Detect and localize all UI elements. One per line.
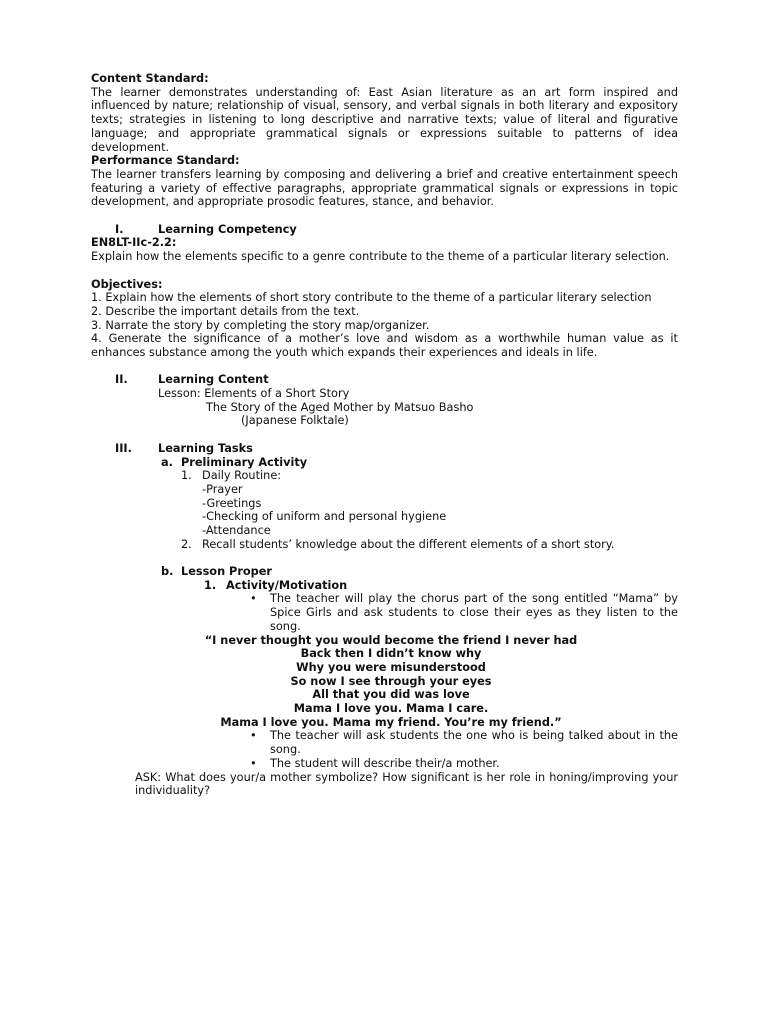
bullet-icon: • (250, 756, 257, 770)
content-standard-text: The learner demonstrates understanding of: East Asian literature as an art form inspired and influenced by nature; relationship of visual, sensory, and verbal signals in both literary and expository texts; strategies in listening to long descriptive and narrative texts; value of literal and figurative language; and appropriate grammatical signals or expressions suitable to patterns of idea development. (91, 85, 678, 154)
lyric-line: All that you did was love (312, 688, 470, 702)
ask-question: ASK: What does your/a mother symbolize? How significant is her role in honing/improving your individuality? (135, 770, 678, 798)
preliminary-activity-heading (91, 456, 678, 470)
competency-code: EN8LT-IIc-2.2: (91, 236, 177, 250)
lyric-line: “I never thought you would become the friend I never had (204, 633, 578, 647)
objective-item-3: 3. Narrate the story by completing the story map/organizer. (91, 318, 430, 332)
preliminary-activity-title: Preliminary Activity (181, 455, 308, 469)
bullet-item (91, 757, 678, 771)
section-3-heading (91, 442, 678, 456)
objective-item-1: 1. Explain how the elements of short story contribute to the theme of a particular literary selection (91, 291, 652, 305)
recall-text: Recall students’ knowledge about the different elements of a short story. (202, 537, 615, 551)
bullet-icon: • (250, 592, 257, 606)
lesson-plan-page (91, 72, 678, 798)
bullet-icon: • (250, 729, 257, 743)
section-3-numeral: III. (115, 441, 132, 455)
activity-title: Activity/Motivation (226, 578, 348, 592)
preliminary-activity-label: a. (161, 455, 173, 469)
recall-item (91, 538, 678, 552)
objective-item-4: 4. Generate the significance of a mother’s love and wisdom as a worthwhile human value as it enhances substance among the youth which expands their experiences and ideals in life. (91, 332, 678, 360)
lesson-proper-heading (91, 565, 678, 579)
routine-prayer: -Prayer (202, 482, 243, 496)
bullet-text-ask-students: The teacher will ask students the one who is being talked about in the song. (270, 729, 678, 757)
daily-routine-item (91, 469, 678, 483)
song-lyrics (91, 634, 691, 730)
lyric-line: Why you were misunderstood (296, 660, 486, 674)
lesson-proper-label: b. (161, 565, 174, 579)
story-title: The Story of the Aged Mother by Matsuo Basho (206, 400, 474, 414)
section-2-numeral: II. (115, 373, 128, 387)
section-2-title: Learning Content (158, 373, 269, 387)
section-3-title: Learning Tasks (158, 441, 253, 455)
lesson-title: Lesson: Elements of a Short Story (158, 387, 350, 401)
activity-motivation-heading (91, 579, 678, 593)
lyric-line: So now I see through your eyes (290, 674, 492, 688)
section-1-heading (91, 223, 678, 237)
bullet-item (91, 592, 678, 633)
lyric-line: Mama I love you. Mama I care. (293, 702, 489, 716)
bullet-item (91, 729, 678, 756)
performance-standard-text: The learner transfers learning by composing and delivering a brief and creative entertainment speech featuring a variety of effective paragraphs, appropriate grammatical signals or expressions in topic development, and appropriate prosodic features, stance, and behavior. (91, 167, 678, 209)
lesson-proper-title: Lesson Proper (181, 565, 272, 579)
recall-number: 2. (181, 537, 192, 551)
section-1-numeral: I. (115, 222, 124, 236)
content-standard-heading: Content Standard: (91, 72, 209, 85)
lyric-line: Mama I love you. Mama my friend. You’re my friend.” (220, 715, 562, 729)
story-origin: (Japanese Folktale) (241, 414, 349, 428)
lyric-line: Back then I didn’t know why (300, 647, 482, 661)
competency-text: Explain how the elements specific to a genre contribute to the theme of a particular literary selection. (91, 250, 670, 264)
daily-routine-number: 1. (181, 469, 192, 483)
routine-attendance: -Attendance (202, 523, 271, 537)
objective-item-2: 2. Describe the important details from the text. (91, 304, 360, 318)
bullet-text-song: The teacher will play the chorus part of the song entitled “Mama” by Spice Girls and ask students to close their eyes as they listen to the song. (270, 592, 678, 633)
bullet-text-describe-mother: The student will describe their/a mother. (270, 756, 500, 770)
section-1-title: Learning Competency (158, 222, 297, 236)
objectives-heading: Objectives: (91, 277, 163, 291)
routine-greetings: -Greetings (202, 496, 262, 510)
performance-standard-heading: Performance Standard: (91, 154, 240, 168)
routine-uniform-check: -Checking of uniform and personal hygiene (202, 510, 447, 524)
section-2-heading (91, 373, 678, 387)
daily-routine-title: Daily Routine: (202, 469, 282, 483)
activity-number: 1. (204, 578, 217, 592)
